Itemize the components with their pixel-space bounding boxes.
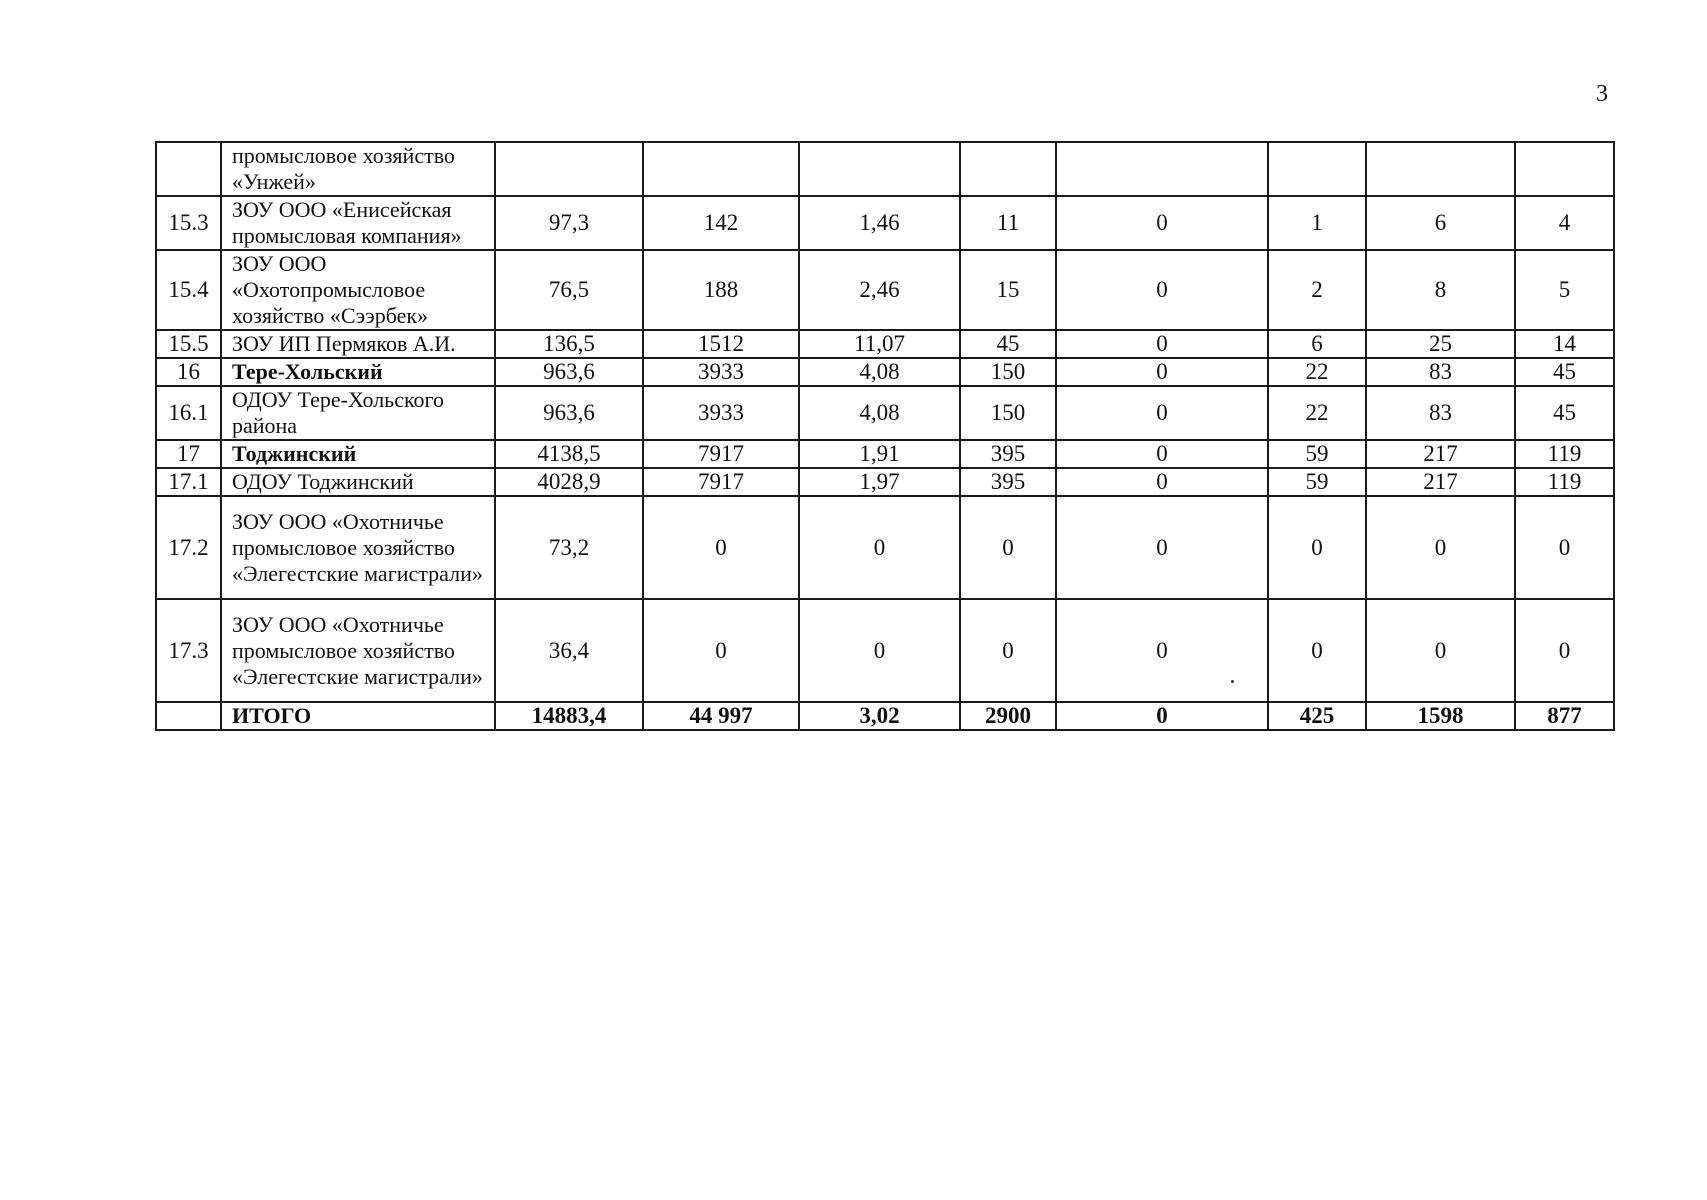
row-number-cell: 17.3 bbox=[156, 599, 221, 702]
value-cell-col-2: 7917 bbox=[643, 440, 799, 468]
value-cell-col-5 bbox=[1056, 142, 1268, 196]
value-cell-col-3: 1,97 bbox=[799, 468, 960, 496]
value-cell-col-5: 0 bbox=[1056, 702, 1268, 730]
value-cell-col-7: 8 bbox=[1366, 250, 1515, 330]
value-cell-col-6: 22 bbox=[1268, 386, 1366, 440]
value-cell-col-5: 0 bbox=[1056, 599, 1268, 702]
row-name-cell: ОДОУ Тере-Хольского района bbox=[221, 386, 495, 440]
value-cell-col-1: 14883,4 bbox=[495, 702, 643, 730]
value-cell-col-6: 59 bbox=[1268, 440, 1366, 468]
value-cell-col-8: 45 bbox=[1515, 358, 1614, 386]
value-cell-col-6: 6 bbox=[1268, 330, 1366, 358]
row-name-cell: ОДОУ Тоджинский bbox=[221, 468, 495, 496]
value-cell-col-2: 44 997 bbox=[643, 702, 799, 730]
value-cell-col-4: 395 bbox=[960, 440, 1056, 468]
value-cell-col-4: 15 bbox=[960, 250, 1056, 330]
value-cell-col-5: 0 bbox=[1056, 440, 1268, 468]
value-cell-col-1: 963,6 bbox=[495, 386, 643, 440]
value-cell-col-4 bbox=[960, 142, 1056, 196]
value-cell-col-3: 11,07 bbox=[799, 330, 960, 358]
row-name-cell: ЗОУ ООО «Енисейская промысловая компания» bbox=[221, 196, 495, 250]
value-cell-col-2: 7917 bbox=[643, 468, 799, 496]
row-name-cell: ЗОУ ООО «Охотничье промысловое хозяйство «Элегестские магистрали» bbox=[221, 496, 495, 599]
row-number-cell: 17.2 bbox=[156, 496, 221, 599]
value-cell-col-6: 59 bbox=[1268, 468, 1366, 496]
value-cell-col-1: 76,5 bbox=[495, 250, 643, 330]
value-cell-col-3: 4,08 bbox=[799, 358, 960, 386]
value-cell-col-8: 4 bbox=[1515, 196, 1614, 250]
value-cell-col-8 bbox=[1515, 142, 1614, 196]
value-cell-col-8: 0 bbox=[1515, 496, 1614, 599]
row-number-cell: 16 bbox=[156, 358, 221, 386]
value-cell-col-8: 0 bbox=[1515, 599, 1614, 702]
value-cell-col-7: 25 bbox=[1366, 330, 1515, 358]
table-row bbox=[156, 196, 1614, 250]
value-cell-col-7: 83 bbox=[1366, 386, 1515, 440]
value-cell-col-8: 119 bbox=[1515, 468, 1614, 496]
value-cell-col-1: 963,6 bbox=[495, 358, 643, 386]
value-cell-col-1 bbox=[495, 142, 643, 196]
value-cell-col-8: 119 bbox=[1515, 440, 1614, 468]
value-cell-col-8: 14 bbox=[1515, 330, 1614, 358]
table-body bbox=[156, 142, 1614, 730]
table-row bbox=[156, 358, 1614, 386]
value-cell-col-3: 1,46 bbox=[799, 196, 960, 250]
table-row bbox=[156, 468, 1614, 496]
value-cell-col-8: 5 bbox=[1515, 250, 1614, 330]
value-cell-col-2: 188 bbox=[643, 250, 799, 330]
row-name-cell: ЗОУ ООО «Охотничье промысловое хозяйство «Элегестские магистрали» bbox=[221, 599, 495, 702]
value-cell-col-1: 136,5 bbox=[495, 330, 643, 358]
value-cell-col-7: 83 bbox=[1366, 358, 1515, 386]
table-row bbox=[156, 250, 1614, 330]
table-row bbox=[156, 142, 1614, 196]
value-cell-col-6 bbox=[1268, 142, 1366, 196]
value-cell-col-4: 150 bbox=[960, 358, 1056, 386]
row-name-cell: ЗОУ ИП Пермяков А.И. bbox=[221, 330, 495, 358]
table-row bbox=[156, 702, 1614, 730]
value-cell-col-6: 425 bbox=[1268, 702, 1366, 730]
value-cell-col-7: 0 bbox=[1366, 496, 1515, 599]
value-cell-col-7: 1598 bbox=[1366, 702, 1515, 730]
value-cell-col-6: 2 bbox=[1268, 250, 1366, 330]
data-table-wrapper bbox=[155, 141, 1615, 731]
row-number-cell bbox=[156, 702, 221, 730]
value-cell-col-7 bbox=[1366, 142, 1515, 196]
row-number-cell: 16.1 bbox=[156, 386, 221, 440]
value-cell-col-5: 0 bbox=[1056, 386, 1268, 440]
value-cell-col-5: 0 bbox=[1056, 468, 1268, 496]
value-cell-col-1: 4138,5 bbox=[495, 440, 643, 468]
value-cell-col-2: 3933 bbox=[643, 358, 799, 386]
value-cell-col-3: 4,08 bbox=[799, 386, 960, 440]
value-cell-col-4: 45 bbox=[960, 330, 1056, 358]
value-cell-col-4: 150 bbox=[960, 386, 1056, 440]
value-cell-col-3: 0 bbox=[799, 496, 960, 599]
table-row bbox=[156, 386, 1614, 440]
page-number: 3 bbox=[1596, 81, 1608, 107]
table-row bbox=[156, 330, 1614, 358]
value-cell-col-1: 73,2 bbox=[495, 496, 643, 599]
value-cell-col-1: 97,3 bbox=[495, 196, 643, 250]
value-cell-col-8: 877 bbox=[1515, 702, 1614, 730]
row-number-cell: 17 bbox=[156, 440, 221, 468]
value-cell-col-4: 11 bbox=[960, 196, 1056, 250]
value-cell-col-5: 0 bbox=[1056, 330, 1268, 358]
value-cell-col-5: 0 bbox=[1056, 250, 1268, 330]
value-cell-col-1: 4028,9 bbox=[495, 468, 643, 496]
value-cell-col-4: 395 bbox=[960, 468, 1056, 496]
row-number-cell: 17.1 bbox=[156, 468, 221, 496]
value-cell-col-7: 6 bbox=[1366, 196, 1515, 250]
value-cell-col-2: 0 bbox=[643, 599, 799, 702]
value-cell-col-2: 3933 bbox=[643, 386, 799, 440]
value-cell-col-4: 0 bbox=[960, 599, 1056, 702]
row-name-cell: промысловое хозяйство «Унжей» bbox=[221, 142, 495, 196]
value-cell-col-5: 0 bbox=[1056, 358, 1268, 386]
row-name-cell: Тере-Хольский bbox=[221, 358, 495, 386]
value-cell-col-2: 1512 bbox=[643, 330, 799, 358]
value-cell-col-2: 0 bbox=[643, 496, 799, 599]
value-cell-col-6: 0 bbox=[1268, 599, 1366, 702]
value-cell-col-3: 2,46 bbox=[799, 250, 960, 330]
scan-speck bbox=[1231, 680, 1234, 683]
value-cell-col-5: 0 bbox=[1056, 496, 1268, 599]
value-cell-col-3: 3,02 bbox=[799, 702, 960, 730]
row-number-cell: 15.4 bbox=[156, 250, 221, 330]
row-name-cell: ЗОУ ООО «Охотопромысловое хозяйство «Сээрбек» bbox=[221, 250, 495, 330]
value-cell-col-3: 0 bbox=[799, 599, 960, 702]
value-cell-col-3 bbox=[799, 142, 960, 196]
value-cell-col-5: 0 bbox=[1056, 196, 1268, 250]
value-cell-col-6: 0 bbox=[1268, 496, 1366, 599]
value-cell-col-2 bbox=[643, 142, 799, 196]
value-cell-col-4: 0 bbox=[960, 496, 1056, 599]
value-cell-col-7: 217 bbox=[1366, 440, 1515, 468]
value-cell-col-3: 1,91 bbox=[799, 440, 960, 468]
table-row bbox=[156, 440, 1614, 468]
value-cell-col-4: 2900 bbox=[960, 702, 1056, 730]
value-cell-col-2: 142 bbox=[643, 196, 799, 250]
value-cell-col-7: 0 bbox=[1366, 599, 1515, 702]
value-cell-col-7: 217 bbox=[1366, 468, 1515, 496]
row-number-cell bbox=[156, 142, 221, 196]
value-cell-col-1: 36,4 bbox=[495, 599, 643, 702]
row-name-cell: ИТОГО bbox=[221, 702, 495, 730]
table-row bbox=[156, 496, 1614, 599]
row-name-cell: Тоджинский bbox=[221, 440, 495, 468]
value-cell-col-8: 45 bbox=[1515, 386, 1614, 440]
table-row bbox=[156, 599, 1614, 702]
value-cell-col-6: 1 bbox=[1268, 196, 1366, 250]
row-number-cell: 15.3 bbox=[156, 196, 221, 250]
value-cell-col-6: 22 bbox=[1268, 358, 1366, 386]
row-number-cell: 15.5 bbox=[156, 330, 221, 358]
hunting-quota-table bbox=[155, 141, 1615, 731]
